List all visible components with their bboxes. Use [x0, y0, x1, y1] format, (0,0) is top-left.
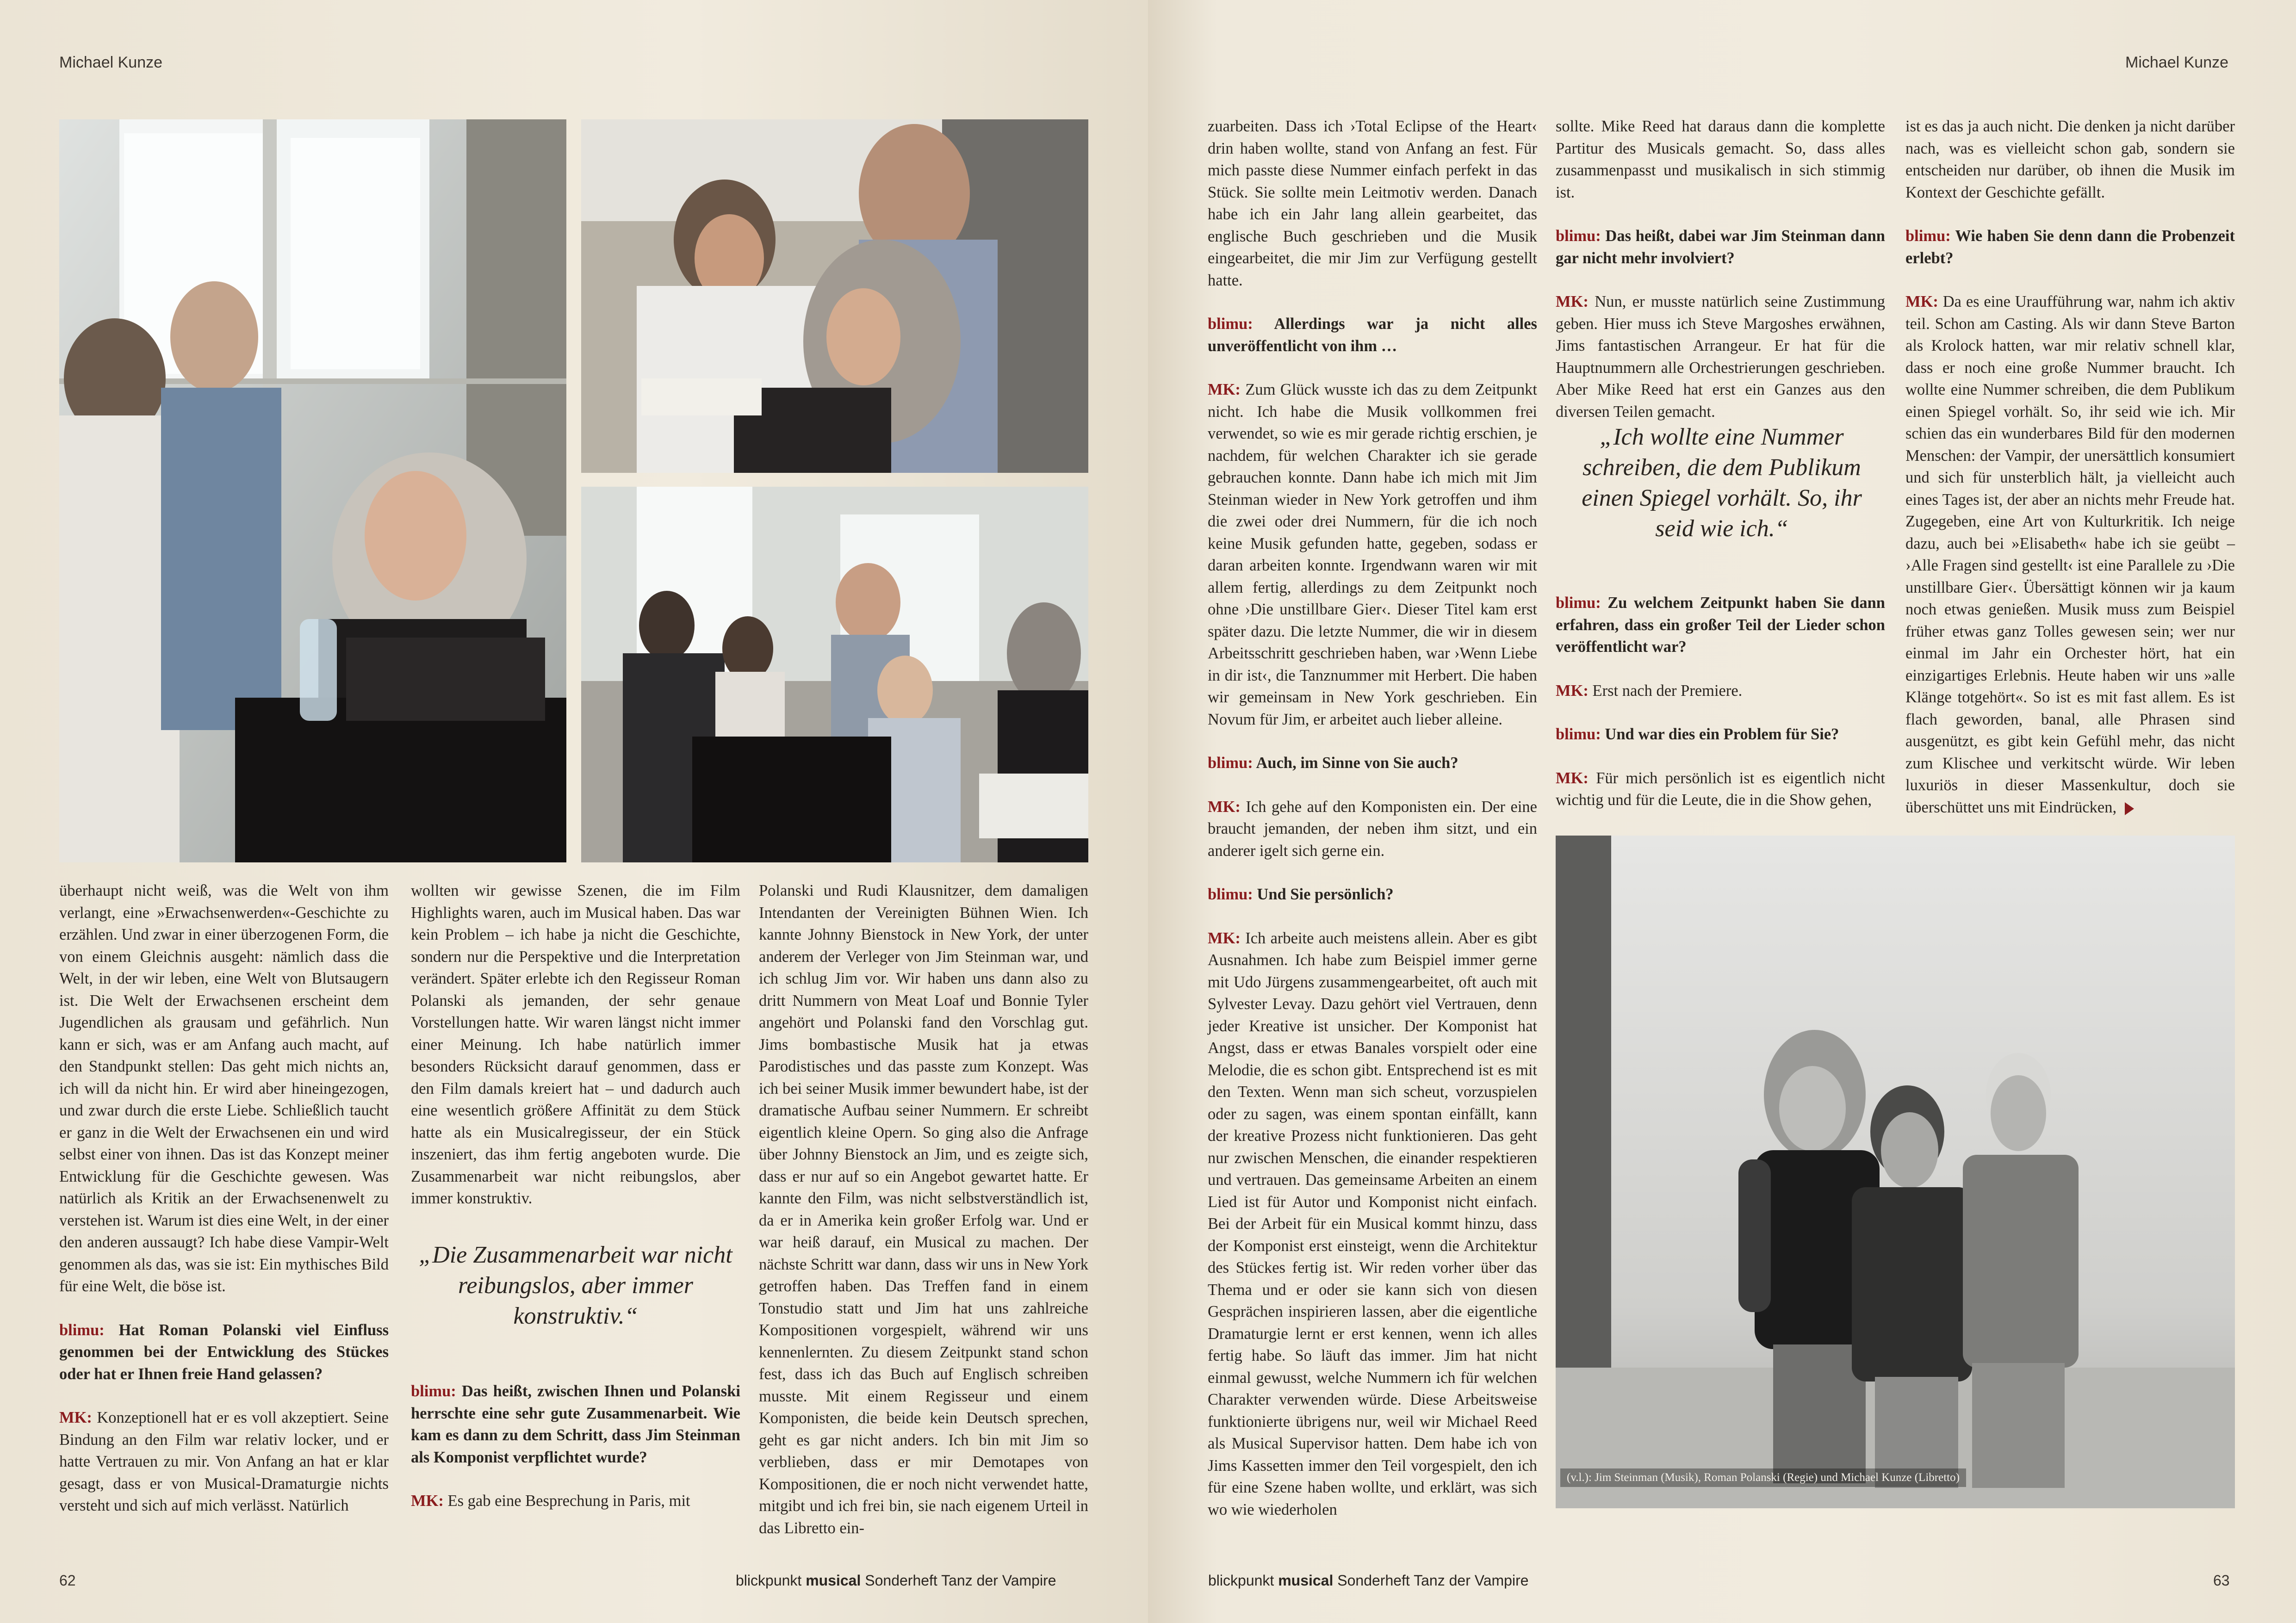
photo-portrait-trio	[1556, 836, 2235, 1508]
photo-portrait-trio-image	[1556, 836, 2235, 1508]
paragraph-text: sollte. Mike Reed hat daraus dann die komplette Partitur des Musicals gemacht. So, dass alles zusammenpasst und musikalisch in sich stimmig ist.	[1556, 118, 1885, 201]
interviewee-label: MK:	[1208, 798, 1246, 816]
paragraph-text: Konzeptionell hat er es voll akzeptiert. Seine Bindung an den Film war relativ locker, und er hatte Vertrauen zu mir. Von Anfang an hat er klar gesagt, dass er von Musical-Dramaturgie nichts versteht und sich auf mich verlässt. Natürlich	[59, 1409, 389, 1514]
paragraph-text: Zum Glück wusste ich das zu dem Zeitpunkt nicht. Ich habe die Musik vollkommen frei verwendet, so wie es mir gerade richtig erschien, je nachdem, für welchen Charakter ich sie gerade gebrauchen konnte. Dann habe ich mich mit Jim Steinman wieder in New York getroffen und ihm die zwei oder drei Nummern, für die ich noch keine Musik gefunden hatte, gegeben, sodass er daran arbeiten konnte. Irgendwann waren wir mit allem fertig, allerdings zu dem Zeitpunkt noch ohne ›Die unstillbare Gier‹. Dieser Titel kam erst später dazu. Die letzte Nummer, die wir in diesem Arbeitsschritt geschrieben haben, war ›Wenn Liebe in dir ist‹, die Tanznummer mit Herbert. Die haben wir gemeinsam in New York geschrieben. Ein Novum für Jim, er arbeitet auch lieber alleine.	[1208, 381, 1537, 728]
right-page	[1148, 0, 2296, 1623]
body-paragraph	[1208, 116, 1537, 291]
interview-answer	[59, 1407, 389, 1517]
interview-answer	[1208, 796, 1537, 862]
interviewee-label: MK:	[59, 1409, 97, 1426]
interview-answer	[1556, 680, 1885, 702]
triangle-right-icon	[2125, 802, 2134, 815]
paragraph-text: Allerdings war ja nicht alles unveröffentlicht von ihm …	[1208, 315, 1537, 355]
running-head: Michael Kunze	[59, 54, 163, 71]
interviewer-label: blimu:	[1208, 886, 1257, 903]
photo-rehearsal-piano-image	[59, 119, 566, 862]
body-paragraph	[759, 880, 1088, 1539]
paragraph-text: Es gab eine Besprechung in Paris, mit	[447, 1492, 690, 1510]
footer-brand: blickpunkt	[736, 1572, 802, 1589]
interviewee-label: MK:	[1556, 293, 1595, 310]
footer-issue: Sonderheft Tanz der Vampire	[865, 1572, 1056, 1589]
paragraph-text: Für mich persönlich ist es eigentlich nicht wichtig und für die Leute, die in die Show gehen,	[1556, 769, 1886, 809]
interviewer-label: blimu:	[1556, 594, 1608, 612]
interview-question	[1208, 313, 1537, 357]
body-paragraph	[1905, 116, 2235, 204]
pull-quote-right: „Ich wollte eine Nummer schreiben, die dem Publikum einen Spiegel vorhält. So, ihr seid wie ich.“	[1582, 424, 1862, 542]
paragraph-text: Erst nach der Premiere.	[1592, 681, 1743, 700]
right-col-2-top	[1556, 116, 1885, 445]
interview-question	[1556, 225, 1885, 269]
photo-rehearsal-score-image	[581, 119, 1088, 473]
footer-brand-bold: musical	[806, 1572, 861, 1589]
interviewee-label: MK:	[1556, 769, 1596, 787]
footer-brand-bold: musical	[1278, 1572, 1334, 1589]
footer-left	[736, 1572, 1056, 1589]
pull-quote-left: „Die Zusammenarbeit war nicht reibungslos, aber immer konstruktiv.“	[419, 1242, 732, 1329]
photo-group-singing-image	[581, 487, 1088, 862]
photo-rehearsal-piano	[59, 119, 566, 862]
paragraph-text: zuarbeiten. Dass ich ›Total Eclipse of the Heart‹ drin haben wollte, stand von Anfang an fest. Für mich passte diese Nummer einfach perfekt in das Stück. Sie sollte mein Leitmotiv werden. Danach habe ich ein Jahr lang allein gearbeitet, das englische Buch geschrieben und die Musik eingearbeitet, die mir Jim zur Verfügung gestellt hatte.	[1208, 118, 1537, 289]
interview-question	[1905, 225, 2235, 269]
interviewee-label: MK:	[1208, 381, 1246, 398]
left-col-1	[59, 880, 389, 1539]
right-col-2-bottom	[1556, 592, 1885, 833]
photo-group-singing	[581, 487, 1088, 862]
footer-issue: Sonderheft Tanz der Vampire	[1337, 1572, 1529, 1589]
paragraph-text: Auch, im Sinne von Sie auch?	[1256, 754, 1458, 772]
interview-answer	[1208, 379, 1537, 731]
interview-question	[1208, 884, 1537, 906]
right-col-3	[1905, 116, 2235, 840]
interview-answer	[411, 1490, 740, 1512]
paragraph-text: Ich arbeite auch meistens allein. Aber es gibt Ausnahmen. Ich habe zum Beispiel immer gerne mit Udo Jürgens zusammengearbeitet, oft auch mit Sylvester Levay. Dazu gehört viel Vertrauen, denn jeder Kreative ist unsicher. Der Komponist hat Angst, dass er etwas Banales vorspielt oder eine Melodie, die es schon gibt. Entsprechend ist es mit den Texten. Wenn man sich scheut, vorzuspielen oder zu sagen, was einem spontan einfällt, kann der kreative Prozess nicht funktionieren. Das geht nur zwischen Menschen, die einander respektieren und vertrauen. Das gemeinsame Arbeiten an einem Lied ist für Autor und Komponist nicht einfach. Bei der Arbeit für ein Musical kommt hinzu, dass der Komponist erst einsteigt, wenn die Architektur des Stückes fertig ist. Wir reden vorher über das Thema und er oder sie kann sich von diesen Gesprächen inspirieren lassen, aber die eigentliche Dramaturgie lernt er erst kennen, wenn ich alles fertig habe. So läuft das immer. Jim hat nicht einmal gewusst, welche Nummern ich für welchen Charakter verwenden würde. Diese Arbeitsweise funktionierte übrigens nur, weil wir Michael Reed als Musical Supervisor hatten. Dem habe ich von Jims Kassetten immer den Teil vorgespielt, den ich für eine Szene haben wollte, und erklärt, was sich wo wie wiederholen	[1208, 929, 1537, 1518]
paragraph-text: ist es das ja auch nicht. Die denken ja nicht darüber nach, was es vielleicht schon gab, sondern sie entscheiden nur darüber, ob ihnen die Musik im Kontext der Geschichte gefällt.	[1905, 118, 2235, 201]
photo-rehearsal-score	[581, 119, 1088, 473]
interview-answer	[1905, 291, 2235, 818]
paragraph-text: Da es eine Uraufführung war, nahm ich aktiv teil. Schon am Casting. Als wir dann Steve Barton als Krolock hatten, war mir relativ schnell klar, dass er noch eine große Nummer braucht. Ich wollte eine Nummer schreiben, die dem Publikum einen Spiegel vorhält. So, ihr seid wie ich. Mir schien das ein wunderbares Bild für den modernen Menschen: der Vampir, der unersättlich konsumiert und sich für unsterblich hält, ja vielleicht auch eines Tages ist, der aber an nichts mehr Freude hat. Zugegeben, eine Art von Kulturkritik. Ich neige dazu, auch bei »Elisabeth« habe ich sie geübt – ›Alle Fragen sind gestellt‹ ist eine Parallele zu ›Die unstillbare Gier‹. Übersättigt können wir ja kaum noch etwas genießen. Musik muss zum Beispiel früher etwas ganz Tolles gewesen sein; wer nur einmal im Jahr ein Orchester hört, hat ein einzigartiges Erlebnis. Heute haben wir uns »alle Klänge totgehört«. So ist es mit fast allem. Es ist flach geworden, banal, alle Phrasen sind ausgenützt, es gibt kein Gefühl mehr, das nicht zum Klischee und verkitscht würde. Wir leben luxuriös in dieser Massenkultur, doch sie überschüttet uns mit Eindrücken,	[1905, 293, 2235, 816]
paragraph-text: Hat Roman Polanski viel Einfluss genommen bei der Entwicklung des Stückes oder hat er Ihnen freie Hand gelassen?	[59, 1321, 389, 1383]
interviewee-label: MK:	[1556, 681, 1593, 700]
paragraph-text: Und war dies ein Problem für Sie?	[1605, 725, 1839, 743]
interviewee-label: MK:	[1905, 293, 1943, 310]
paragraph-text: wollten wir gewisse Szenen, die im Film Highlights waren, auch im Musical haben. Das war kein Problem – ich habe ja nicht die Geschichte, sondern nur die Perspektive und die Interpretation verändert. Später erlebte ich den Regisseur Roman Polanski als jemanden, der sehr genaue Vorstellungen hatte. Wir waren längst nicht immer einer Meinung. Ich habe natürlich immer besonders Rücksicht darauf genommen, dass er den Film damals kreiert hat – und dadurch auch eine wesentlich größere Affinität zu dem Stück hatte als ein Musicalregisseur, der ein Stück inszeniert, das ihm fertig angeboten wurde. Die Zusammenarbeit war nicht reibungslos, aber immer konstruktiv.	[411, 882, 740, 1207]
page-number-left: 62	[59, 1572, 76, 1589]
paragraph-text: Zu welchem Zeitpunkt haben Sie dann erfahren, dass ein großer Teil der Lieder schon veröffentlicht war?	[1556, 594, 1885, 656]
interviewer-label: blimu:	[59, 1321, 119, 1339]
page-number-right: 63	[2213, 1572, 2230, 1589]
interviewer-label: blimu:	[1556, 725, 1605, 743]
interview-answer	[1556, 291, 1885, 423]
running-head: Michael Kunze	[2125, 54, 2229, 71]
paragraph-text: Das heißt, zwischen Ihnen und Polanski herrschte eine sehr gute Zusammenarbeit. Wie kam es dann zu dem Schritt, dass Jim Steinman als Komponist verpflichtet wurde?	[411, 1382, 740, 1466]
paragraph-text: Ich gehe auf den Komponisten ein. Der eine braucht jemanden, der neben ihm sitzt, und ein anderer igelt sich gerne ein.	[1208, 798, 1537, 860]
interview-question	[411, 1381, 740, 1468]
paragraph-text: Wie haben Sie denn dann die Probenzeit erlebt?	[1905, 227, 2235, 267]
paragraph-text: Und Sie persönlich?	[1257, 886, 1394, 903]
interview-answer	[1208, 928, 1537, 1521]
left-col-2-bottom	[411, 1381, 740, 1534]
footer-brand: blickpunkt	[1208, 1572, 1274, 1589]
interview-question	[1208, 752, 1537, 774]
left-col-3	[759, 880, 1088, 1561]
body-paragraph	[1556, 116, 1885, 204]
right-col-1	[1208, 116, 1537, 1542]
interviewer-label: blimu:	[1905, 227, 1955, 245]
photo-caption: (v.l.): Jim Steinman (Musik), Roman Polanski (Regie) und Michael Kunze (Libretto)	[1560, 1468, 1966, 1487]
interview-answer	[1556, 768, 1885, 812]
footer-right	[1208, 1572, 1529, 1589]
interview-question	[59, 1319, 389, 1386]
interviewer-label: blimu:	[1208, 754, 1256, 772]
paragraph-text: Das heißt, dabei war Jim Steinman dann gar nicht mehr involviert?	[1556, 227, 1885, 267]
interviewer-label: blimu:	[1208, 315, 1274, 333]
left-col-2-top	[411, 880, 740, 1232]
paragraph-text: Nun, er musste natürlich seine Zustimmung geben. Hier muss ich Steve Margoshes erwähnen, Jims fantastischen Arrangeur. Er hat für die Hauptnummern alle Orchestrierungen geschrieben. Aber Mike Reed hat erst ein Ganzes aus den diversen Teilen gemacht.	[1556, 293, 1886, 421]
interviewee-label: MK:	[1208, 929, 1246, 947]
interviewee-label: MK:	[411, 1492, 448, 1510]
interview-question	[1556, 592, 1885, 658]
body-paragraph	[411, 880, 740, 1210]
interview-question	[1556, 724, 1885, 746]
interviewer-label: blimu:	[1556, 227, 1606, 245]
interviewer-label: blimu:	[411, 1382, 462, 1400]
paragraph-text: überhaupt nicht weiß, was die Welt von ihm verlangt, eine »Erwachsenwerden«-Geschichte zu erzählen. Und zwar in einer überzogenen Form, die von einem Gleichnis ausgeht: nämlich dass die Welt, in der wir leben, eine Welt von Blutsaugern ist. Die Welt der Erwachsenen erscheint dem Jugendlichen als grausam und gefährlich. Nun kann er sich, was er am Anfang auch macht, auf den Standpunkt stellen: Das geht mich nichts an, ich will da nicht hin. Er wird aber hineingezogen, und zwar durch die erste Liebe. Schließlich taucht er ganz in die Welt der Erwachsenen ein und wird selbst einer von ihnen. Das ist das Konzept meiner Entwicklung für die Geschichte gewesen. Was natürlich als Kritik an der Erwachsenenwelt zu verstehen ist. Warum ist dies eine Welt, in der einer den anderen aussaugt? Ich habe diese Vampir-Welt genommen als das, was sie ist: Ein mythisches Bild für eine Welt, die böse ist.	[59, 882, 389, 1295]
body-paragraph	[59, 880, 389, 1298]
paragraph-text: Polanski und Rudi Klausnitzer, dem damaligen Intendanten der Vereinigten Bühnen Wien. Ich kannte Johnny Bienstock in New York, der unter anderem der Verleger von Jim Steinman war, und ich schlug Jim vor. Wir haben uns dann also zu dritt Nummern von Meat Loaf und Bonnie Tyler angehört und Polanski fand den Vorschlag gut. Jims bombastische Musik hat ja etwas Parodistisches und das passte zum Konzept. Was ich bei seiner Musik immer bewundert habe, ist der dramatische Aufbau seiner Nummern. Er schreibt eigentlich kleine Opern. So ging also die Anfrage über Johnny Bienstock an Jim, und es zeigte sich, dass er nur auf so ein Angebot gewartet hatte. Er kannte den Film, was nicht selbstverständlich ist, da er in Amerika kein großer Erfolg war. Und er war heiß darauf, ein Musical zu machen. Der nächste Schritt war dann, dass wir uns in New York getroffen haben. Das Treffen fand in einem Tonstudio statt und Jim hat uns zahlreiche Kompositionen vorgespielt, während wir uns kennenlernten. Zu diesem Zeitpunkt stand schon fest, dass ich das Buch auf Englisch schreiben musste. Mit einem Regisseur und einem Komponisten, die beide kein Deutsch sprechen, geht es gar nicht anders. Ich bin mit Jim so verblieben, dass er mir Demotapes von Kompositionen, die er noch nicht verwendet hatte, mitgibt und ich frei bin, sie nach eigenem Urteil in das Libretto ein-	[759, 882, 1088, 1537]
